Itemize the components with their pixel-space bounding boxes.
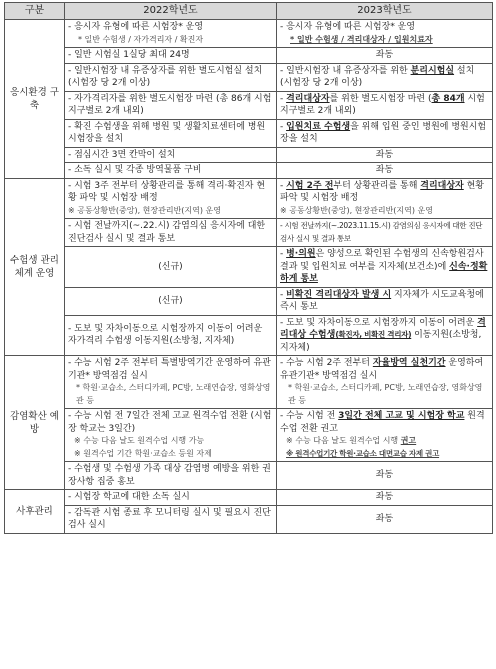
table-row: [5, 147, 493, 163]
cell-note: ※ 수능 다음 날도 원격수업 시행 가능: [74, 436, 205, 445]
cell-note: * 학원·교습소, 스터디카페, PC방, 노래연습장, 영화상영관 등: [288, 383, 483, 405]
cell-2023: - 시험 전날까지(~.2023.11.15.시) 감염의심 응시자에 대한 진단검사 실시 및 결과 통보: [277, 219, 493, 247]
cell-2023: [277, 20, 493, 48]
category-after: 사후관리: [5, 490, 65, 534]
cell-2023: 좌동: [277, 48, 493, 64]
cell-2022: (신규): [65, 287, 277, 315]
highlight-text: 입원치료 수험생: [286, 121, 351, 132]
cell-2023: 좌동: [277, 147, 493, 163]
cell-2022: - 일반 시험실 1실당 최대 24명: [65, 48, 277, 64]
table-row: [5, 490, 493, 506]
highlight-text: 격리대상 수험생: [280, 317, 486, 340]
cell-2022: (신규): [65, 247, 277, 288]
cell-2023: 좌동: [277, 505, 493, 533]
table-row: [5, 315, 493, 356]
cell-2023: 좌동: [277, 490, 493, 506]
cell-note: * 학원·교습소, 스터디카페, PC방, 노래연습장, 영화상영관 등: [76, 383, 271, 405]
cell-2022: [65, 356, 277, 409]
cell-2022: [65, 409, 277, 462]
cell-text: 운영하여 유관기관* 방역점검 실시: [280, 358, 484, 381]
cell-2023: 좌동: [277, 462, 493, 490]
cell-2022: - 시험장 학교에 대한 소독 실시: [65, 490, 277, 506]
header-row: [5, 3, 493, 20]
cell-text: 설치 (시험장 당 2개 이상): [280, 65, 475, 88]
header-2022: 2022학년도: [65, 3, 277, 20]
table-row: [5, 178, 493, 219]
cell-2022: - 일반시험장 내 유증상자를 위한 별도시험실 설치 (시험장 당 2개 이상): [65, 63, 277, 91]
cell-text: - 수능 시험 2주 전부터 특별방역기간 운영하여 유관기관* 방역점검 실시: [68, 358, 271, 381]
cell-2022: - 감독관 시험 종료 후 모니터링 실시 및 필요시 진단검사 실시: [65, 505, 277, 533]
cell-text: 원격수업 전환 권고: [280, 411, 485, 434]
category-mgmt: 수험생 관리체계 운영: [5, 178, 65, 356]
table-row: [5, 505, 493, 533]
highlight-text: 자율방역 실천기간: [372, 358, 446, 368]
cell-2022: - 수험생 및 수험생 가족 대상 감염병 예방을 위한 권장사항 집중 홍보: [65, 462, 277, 490]
cell-note: ※ 원격수업기간 학원·교습소 대면교습 자제 권고: [286, 448, 440, 458]
highlight-text: 신속·정확하게 통보: [280, 261, 488, 284]
cell-text: 은 양성으로 확인된 수험생의 신속항원검사 결과 및 입원치료 여부를 지자체(보건소)에: [280, 249, 484, 272]
cell-text: 를 위한 별도시험장 마련 (: [329, 93, 432, 104]
cell-2023: [277, 315, 493, 356]
cell-text: - 수능 시험 2주 전부터: [280, 358, 373, 368]
cell-2022: - 도보 및 자차이동으로 시험장까지 이동이 어려운 자가격리 수험생 이동지원(소방청, 지자체): [65, 315, 277, 356]
table-row: [5, 247, 493, 288]
cell-text: 지자체가 시도교육청에 즉시 통보: [280, 289, 484, 312]
cell-text: 을 위해 입원 중인 병원에 병원시험장을 설치: [280, 121, 487, 144]
highlight-text: 3일간 전체 고교 및 시험장 학교: [338, 411, 465, 421]
cell-2022: - 확진 수험생을 위해 병원 및 생활치료센터에 병원시험장을 설치: [65, 119, 277, 147]
cell-text: - 도보 및 자차이동으로 시험장까지 이동이 어려운: [280, 317, 478, 328]
cell-note: * 일반 수험생 / 격리대상자 / 입원치료자: [290, 34, 433, 44]
cell-text: - 응시자 유형에 따른 시험장* 운영: [68, 22, 204, 32]
highlight-text: 총 84개: [431, 93, 465, 104]
category-env: 응시환경 구축: [5, 20, 65, 179]
cell-2023: 좌동: [277, 163, 493, 179]
cell-note: ※ 원격수업 기간 학원·교습소 등원 자제: [74, 448, 212, 458]
cell-note: ※ 수능 다음 날도 원격수업 시행: [286, 436, 401, 445]
highlight-text: (확진자, 비확진 격리자): [335, 330, 412, 339]
header-2023: 2023학년도: [277, 3, 493, 20]
cell-text: -: [280, 180, 287, 191]
cell-2023: [277, 178, 493, 219]
cell-2022: - 소독 실시 및 각종 방역물품 구비: [65, 163, 277, 179]
cell-note: * 일반 수험생 / 자가격리자 / 확진자: [78, 34, 204, 44]
cell-text: - 응시자 유형에 따른 시험장* 운영: [280, 22, 416, 32]
table-row: [5, 356, 493, 409]
table-row: [5, 287, 493, 315]
cell-text: - 시험 3주 전부터 상황관리를 통해 격리·확진자 현황 파악 및 시험장 배정: [68, 180, 266, 203]
table-row: [5, 20, 493, 48]
cell-2023: [277, 409, 493, 462]
table-row: [5, 48, 493, 64]
cell-text: -: [280, 93, 287, 104]
cell-2023: [277, 91, 493, 119]
cell-text: - 일반시험장 내 유증상자를 위한: [280, 65, 411, 76]
comparison-table: [4, 2, 493, 534]
cell-text: 시험지구별로 2개 내외): [280, 93, 485, 116]
cell-text: - 수능 시험 전 7일간 전체 고교 원격수업 전환 (시험장 학교는 3일간): [68, 411, 272, 434]
cell-text: - 수능 시험 전: [280, 411, 339, 421]
cell-note: ※ 공동상황반(중앙), 현장관리반(지역) 운영: [68, 205, 222, 215]
highlight-text: 비확진 격리대상자 발생 시: [286, 289, 392, 300]
table-row: [5, 63, 493, 91]
cell-2022: - 점심시간 3면 칸막이 설치: [65, 147, 277, 163]
cell-2023: [277, 287, 493, 315]
table-row: [5, 163, 493, 179]
table-row: [5, 462, 493, 490]
cell-text: -: [280, 121, 287, 132]
cell-text: 이동지원(소방청, 지자체): [280, 330, 482, 353]
cell-2022: - 자가격리자를 위한 별도시험장 마련 (총 86개 시험지구별로 2개 내외): [65, 91, 277, 119]
cell-2022: [65, 178, 277, 219]
cell-note: ※ 공동상황반(중앙), 현장관리반(지역) 운영: [280, 205, 434, 215]
category-prevent: 감염확산 예방: [5, 356, 65, 490]
cell-2023: [277, 119, 493, 147]
cell-2023: [277, 356, 493, 409]
highlight-text: 시험 2주 전: [286, 180, 334, 191]
cell-2022: [65, 20, 277, 48]
highlight-text: 병·의원: [286, 249, 316, 259]
table-row: [5, 91, 493, 119]
cell-2023: [277, 247, 493, 288]
highlight-text: 격리대상자: [286, 93, 330, 104]
cell-text: -: [280, 289, 287, 300]
highlight-text: 권고: [400, 436, 417, 445]
highlight-text: 격리대상자: [420, 180, 464, 191]
table-row: [5, 409, 493, 462]
cell-text: -: [280, 249, 287, 259]
table-row: [5, 119, 493, 147]
cell-text: 부터 상황관리를 통해: [333, 180, 421, 191]
highlight-text: 분리시험실: [410, 65, 455, 76]
cell-2022: - 시험 전날까지(~.22.시) 감염의심 응시자에 대한 진단검사 실시 및 결과 통보: [65, 219, 277, 247]
cell-2023: [277, 63, 493, 91]
header-category: 구분: [5, 3, 65, 20]
cell-text: 현황 파악 및 시험장 배정: [280, 180, 484, 203]
table-row: [5, 219, 493, 247]
